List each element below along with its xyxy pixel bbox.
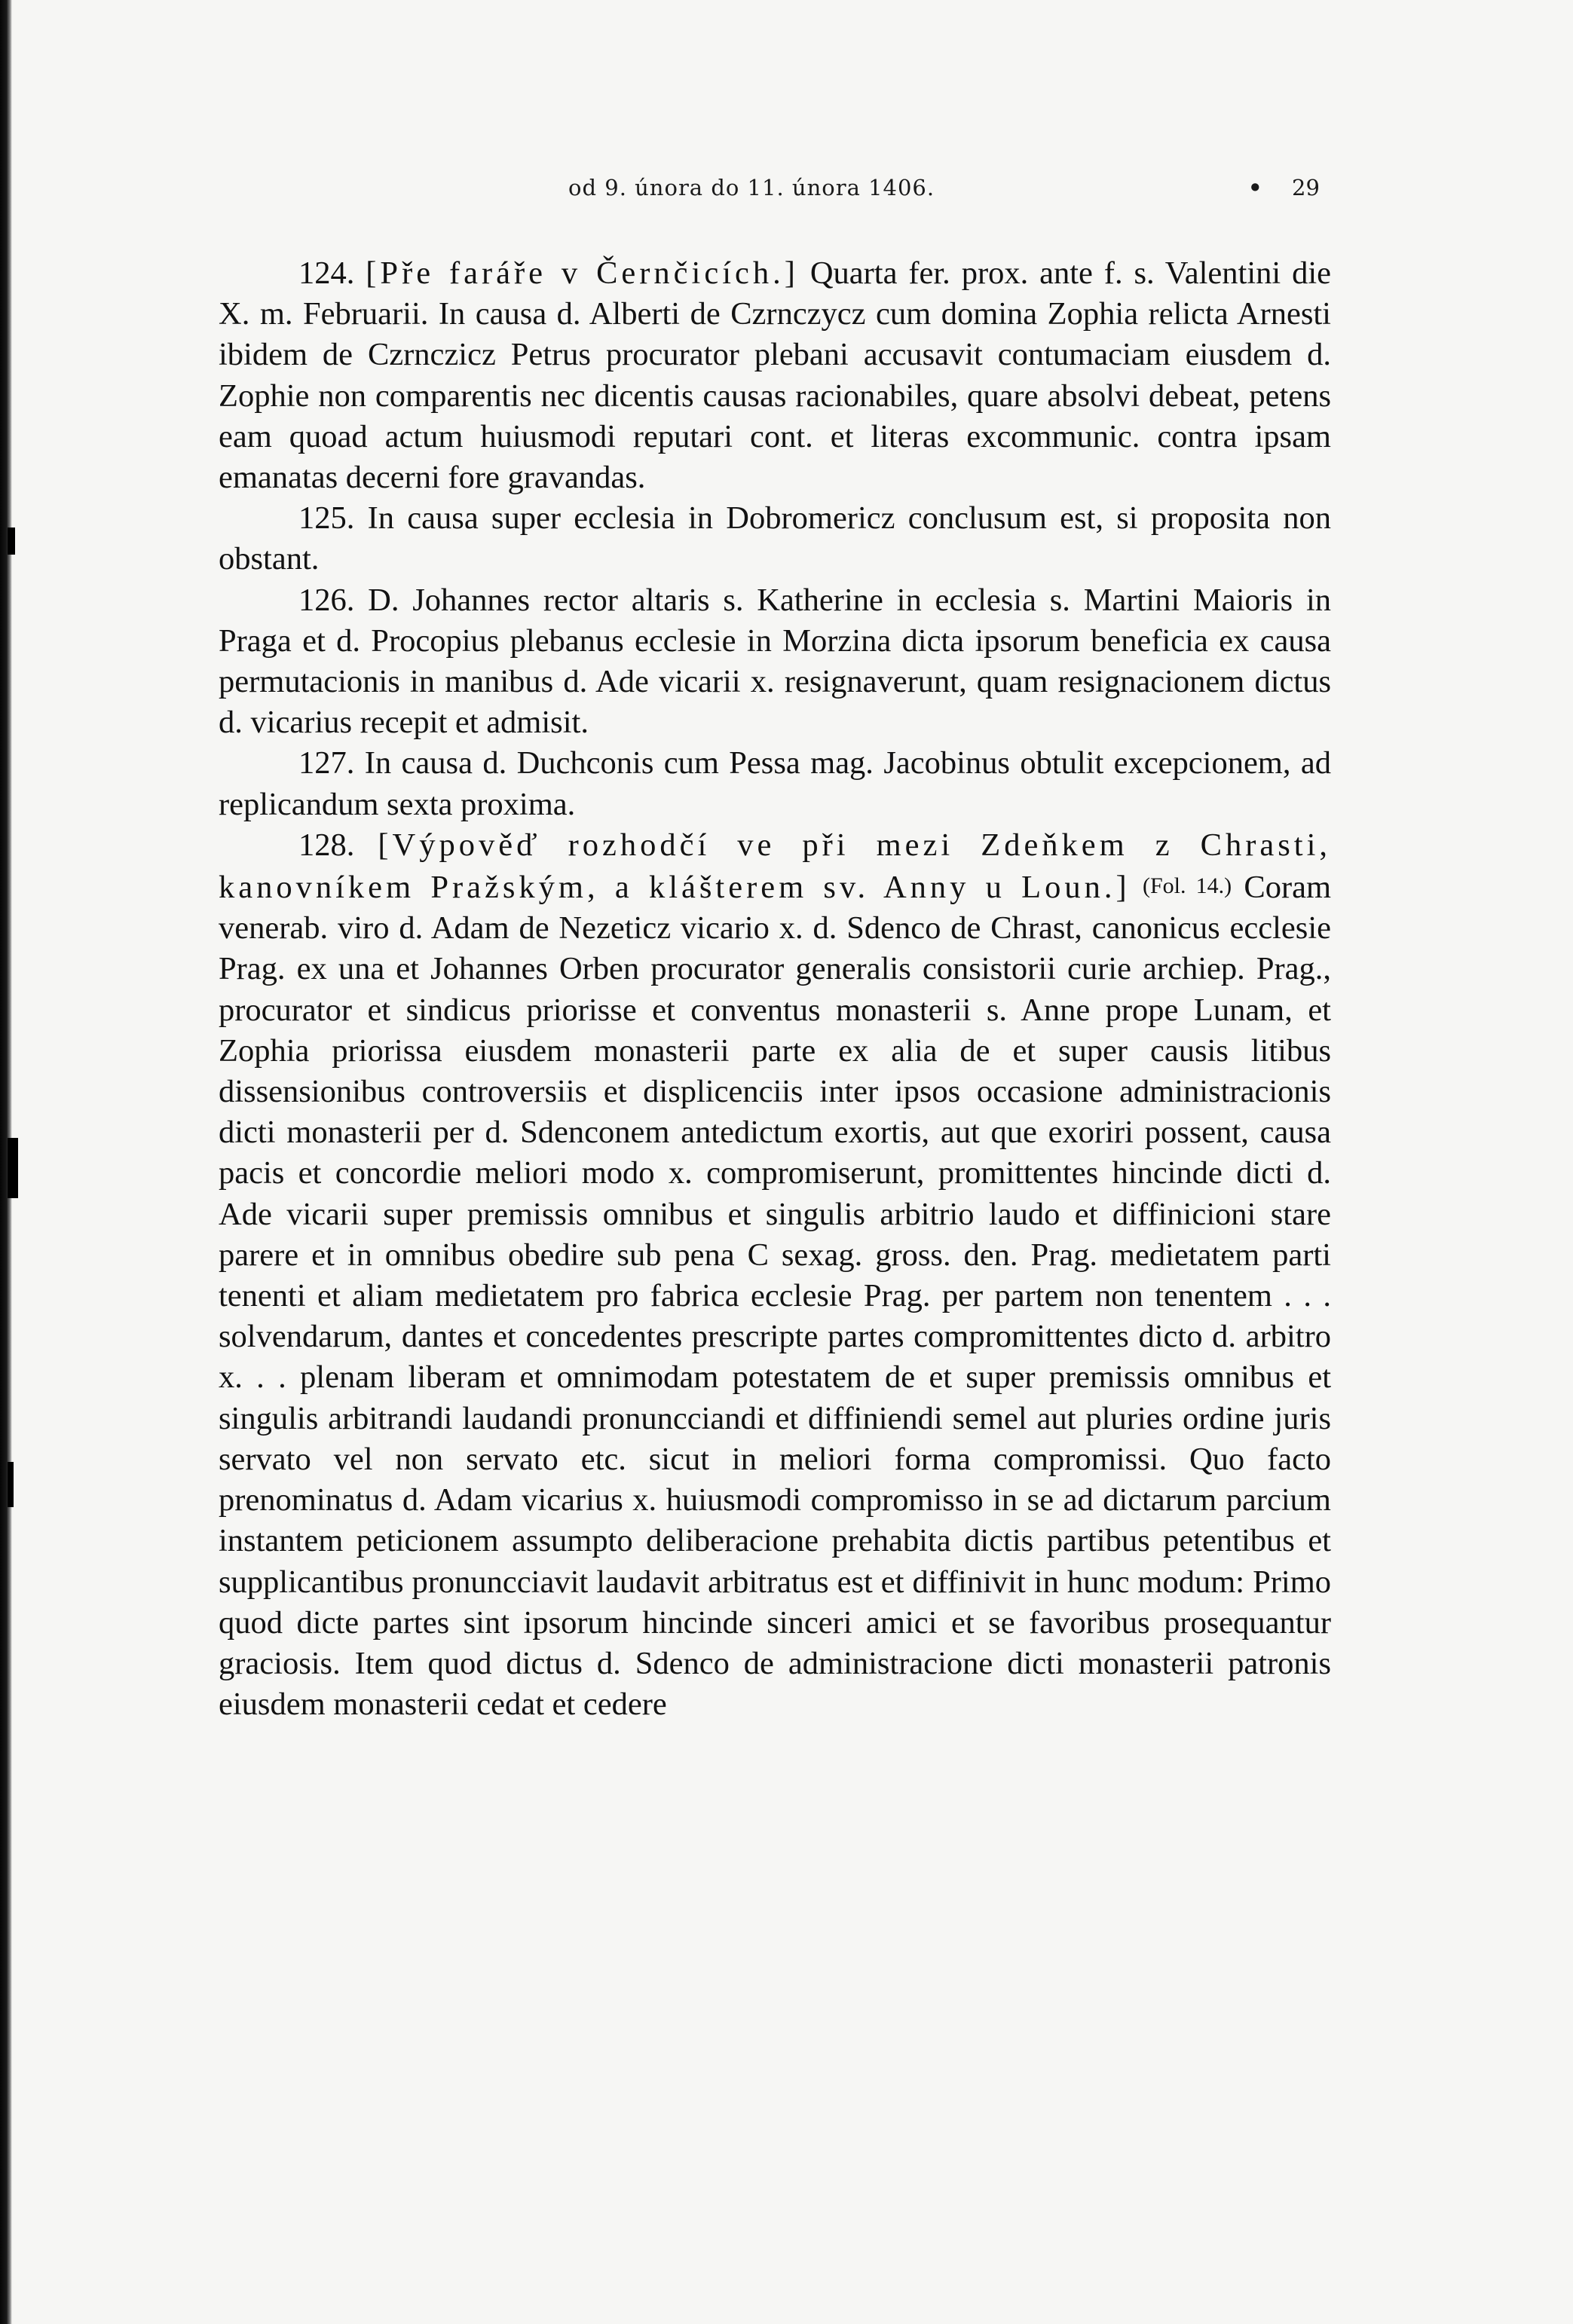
entry-text: Coram venerab. viro d. Adam de Nezeticz vicario x. d. Sdenco de Chrast, canonicus ecclesie Prag. ex una et Johannes Orben procurator generalis consistorii curie archiep. Prag., procurator et sindicus priorisse et conventus monasterii s. Anne prope Lunam, et Zophia priorissa eiusdem monasterii parte ex alia de et super causis litibus dissensionibus controversiis et displicenciis inter ipsos occasione administracionis dicti monasterii per d. Sdenconem antedictum exortis, aut que exoriri possent, causa pacis et concordie meliori modo x. compromiserunt, promittentes hincinde dicti d. Ade vicarii super premissis omnibus et singulis arbitrio laudo et diffinicioni stare parere et in omnibus obedire sub pena C sexag. gross. den. Prag. medietatem parti tenenti et aliam medietatem pro fabrica ecclesie Prag. per partem non tenentem . . . solvendarum, dantes et concedentes prescripte partes compromittentes dicto d. arbitro x. . . plenam liberam et omnimodam potestatem de et super premissis omnibus et singulis arbitrandi laudandi pronuncciandi et diffiniendi semel aut pluries ordine juris servato vel non servato etc. sicut in meliori forma compromissi. Quo facto prenominatus d. Adam vicarius x. huiusmodi compromisso in se ad dictarum parcium instantem peticionem assumpto deliberacione prehabita dictis partibus petentibus et supplicantibus pronuncciavit laudavit arbitratus est et diffinivit in hunc modum: Primo quod dicte partes sint ipsorum hincinde sinceri amici et se favoribus prosequantur graciosis. Item quod dictus d. Sdenco de administracione dicti monasterii patronis eiusdem monasterii cedat et cedere: [219, 870, 1332, 1723]
running-head: [0, 175, 1573, 213]
entry-heading: [Výpověď rozhodčí ve při mezi Zdeňkem z Chrasti, kanovníkem Pražským, a klášterem sv. Anny u Loun.]: [219, 827, 1332, 906]
binding-mark: [8, 1462, 14, 1507]
entry-127: [219, 743, 1331, 824]
body-text: [219, 253, 1331, 1725]
entry-number: 127.: [298, 745, 355, 781]
entry-text: In causa d. Duchconis cum Pessa mag. Jacobinus obtulit excepcionem, ad replicandum sexta proxima.: [219, 745, 1331, 822]
entry-text: In causa super ecclesia in Dobromericz conclusum est, si proposita non obstant.: [219, 500, 1332, 577]
entry-number: 124.: [298, 255, 355, 291]
folio-reference: (Fol. 14.): [1142, 873, 1232, 899]
entry-128: [219, 825, 1331, 1725]
page-number: 29: [1292, 175, 1320, 200]
entry-number: 128.: [298, 827, 355, 863]
entry-125: [219, 498, 1331, 579]
entry-text: Quarta fer. prox. ante f. s. Valentini die X. m. Februarii. In causa d. Alberti de Czrnczycz cum domina Zophia relicta Arnesti ibidem de Czrnczicz Petrus procurator plebani accusavit contumaciam eiusdem d. Zophie non comparentis nec dicentis causas racionabiles, quare absolvi debeat, petens eam quoad actum huiusmodi reputari cont. et literas excommunic. contra ipsam emanatas decerni fore gravandas.: [219, 255, 1332, 496]
running-head-title: od 9. února do 11. února 1406.: [568, 175, 935, 200]
entry-text: D. Johannes rector altaris s. Katherine in ecclesia s. Martini Maioris in Praga et d. Procopius plebanus ecclesie in Morzina dicta ipsorum beneficia ex causa permutacionis in manibus d. Ade vicarii x. resignaverunt, quam resignacionem dictus d. vicarius recepit et admisit.: [219, 582, 1332, 741]
binding-mark: [8, 1138, 18, 1198]
entry-124: [219, 253, 1331, 498]
entry-number: 125.: [298, 500, 355, 537]
binding-mark: [8, 527, 15, 555]
entry-number: 126.: [298, 582, 355, 618]
entry-126: [219, 580, 1331, 744]
entry-heading: [Pře faráře v Černčicích.]: [366, 255, 799, 291]
running-head-dot: •: [1248, 175, 1262, 200]
